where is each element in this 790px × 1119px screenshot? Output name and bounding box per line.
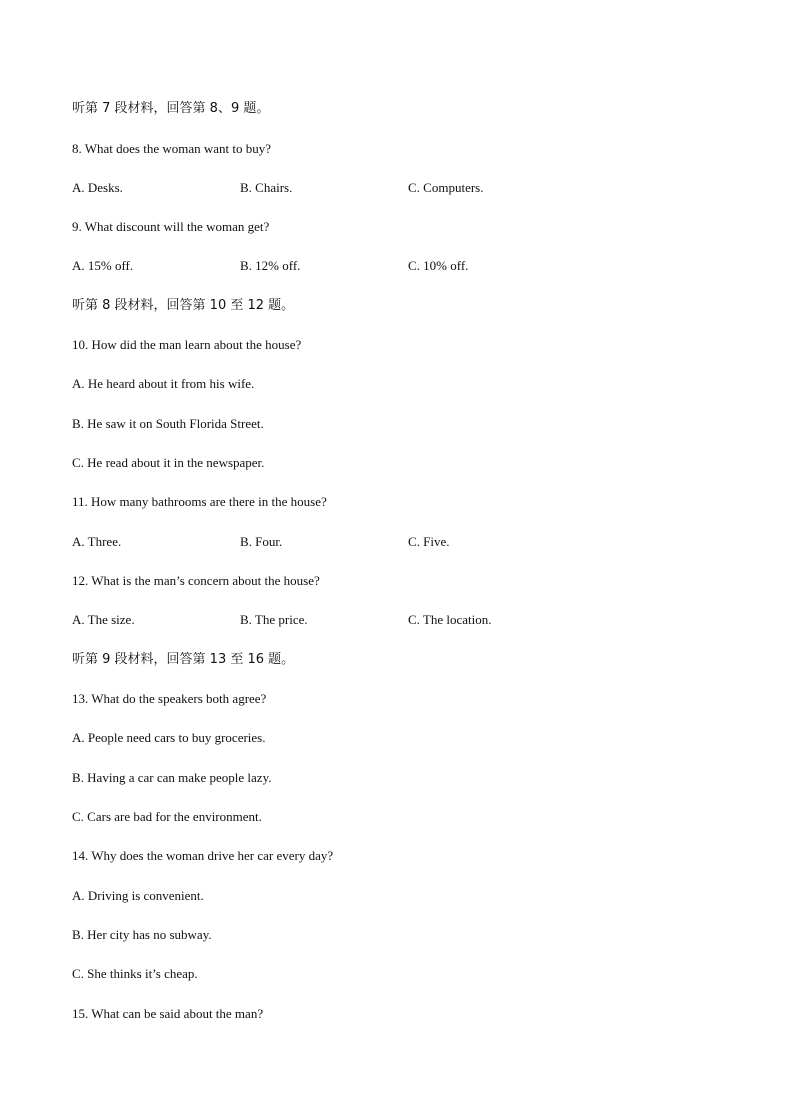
section-header: 听第 8 段材料，回答第 10 至 12 题。 bbox=[72, 298, 295, 313]
option-a: A. Three. bbox=[72, 534, 122, 549]
option-a: A. He heard about it from his wife. bbox=[72, 376, 255, 391]
option-b: B. Chairs. bbox=[240, 180, 293, 195]
option-b: B. Having a car can make people lazy. bbox=[72, 770, 272, 785]
option-a: A. The size. bbox=[72, 612, 135, 627]
option-b: B. Four. bbox=[240, 534, 283, 549]
option-b: B. He saw it on South Florida Street. bbox=[72, 416, 264, 431]
option-a: A. People need cars to buy groceries. bbox=[72, 730, 266, 745]
option-c: C. He read about it in the newspaper. bbox=[72, 455, 265, 470]
question-text: 14. Why does the woman drive her car every day? bbox=[72, 848, 334, 863]
option-c: C. The location. bbox=[408, 612, 492, 627]
option-c: C. She thinks it’s cheap. bbox=[72, 966, 198, 981]
option-c: C. Cars are bad for the environment. bbox=[72, 809, 262, 824]
question-text: 11. How many bathrooms are there in the house? bbox=[72, 494, 327, 509]
option-b: B. Her city has no subway. bbox=[72, 927, 212, 942]
option-b: B. 12% off. bbox=[240, 258, 301, 273]
option-c: C. 10% off. bbox=[408, 258, 469, 273]
option-c: C. Computers. bbox=[408, 180, 484, 195]
option-a: A. Desks. bbox=[72, 180, 123, 195]
section-header: 听第 7 段材料，回答第 8、9 题。 bbox=[72, 101, 270, 116]
option-a: A. 15% off. bbox=[72, 258, 134, 273]
question-text: 12. What is the man’s concern about the house? bbox=[72, 573, 320, 588]
question-text: 9. What discount will the woman get? bbox=[72, 219, 270, 234]
question-text: 10. How did the man learn about the house? bbox=[72, 337, 302, 352]
question-text: 15. What can be said about the man? bbox=[72, 1006, 264, 1021]
option-a: A. Driving is convenient. bbox=[72, 888, 204, 903]
question-text: 13. What do the speakers both agree? bbox=[72, 691, 267, 706]
option-b: B. The price. bbox=[240, 612, 308, 627]
section-header: 听第 9 段材料，回答第 13 至 16 题。 bbox=[72, 652, 295, 667]
option-c: C. Five. bbox=[408, 534, 450, 549]
question-text: 8. What does the woman want to buy? bbox=[72, 141, 272, 156]
